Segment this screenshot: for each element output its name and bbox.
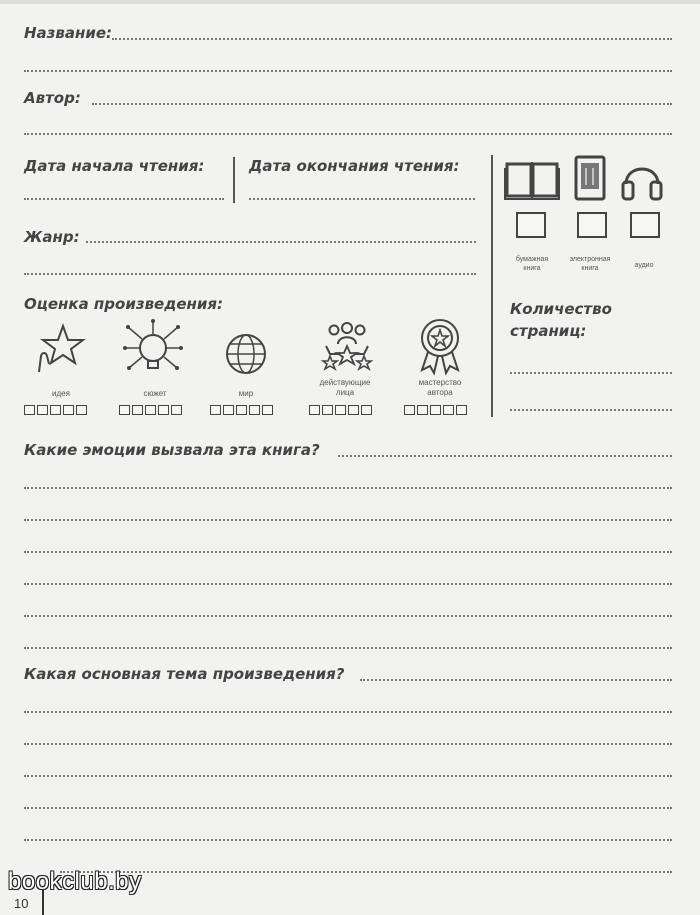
emotions-line-6[interactable] [24, 615, 672, 617]
theme-line-3[interactable] [24, 743, 672, 745]
genre-line-1[interactable] [86, 241, 476, 243]
emotions-line-7[interactable] [24, 647, 672, 649]
pages-line-1[interactable] [510, 372, 672, 374]
top-edge [0, 0, 700, 4]
ebook-icon [573, 154, 607, 202]
paper-book-caption: бумажная книга [515, 256, 549, 272]
audio-checkbox[interactable] [630, 212, 660, 238]
world-score-boxes[interactable] [210, 405, 273, 415]
page-number: 10 [14, 896, 29, 911]
pages-line-2[interactable] [510, 409, 672, 411]
paper-book-checkbox[interactable] [516, 212, 546, 238]
plot-score-boxes[interactable] [119, 405, 182, 415]
lightbulb-icon [120, 318, 186, 376]
genre-line-2[interactable] [24, 273, 476, 275]
emotions-line-2[interactable] [24, 487, 672, 489]
author-label: Автор: [24, 89, 81, 107]
emotions-line-5[interactable] [24, 583, 672, 585]
title-line-2[interactable] [24, 70, 672, 72]
emotions-line-1[interactable] [338, 455, 672, 457]
start-date-label: Дата начала чтения: [24, 157, 205, 175]
column-divider [491, 155, 493, 417]
theme-line-6[interactable] [24, 839, 672, 841]
idea-caption: идея [52, 389, 70, 398]
pages-label-line-2: страниц: [510, 322, 587, 340]
author-line-1[interactable] [92, 103, 672, 105]
ebook-checkbox[interactable] [577, 212, 607, 238]
characters-score-boxes[interactable] [309, 405, 372, 415]
audio-caption: аудио [634, 262, 654, 269]
idea-score-boxes[interactable] [24, 405, 87, 415]
author-line-2[interactable] [24, 133, 672, 135]
world-caption: мир [238, 389, 254, 398]
ebook-caption: электронная книга [569, 256, 611, 272]
emotions-question: Какие эмоции вызвала эта книга? [24, 441, 320, 459]
end-date-line[interactable] [249, 198, 475, 200]
book-icon [503, 156, 561, 202]
theme-line-4[interactable] [24, 775, 672, 777]
star-hand-icon [33, 322, 89, 376]
characters-caption: действующие лица [319, 378, 371, 397]
author-skill-score-boxes[interactable] [404, 405, 467, 415]
award-medal-icon [414, 316, 466, 376]
theme-question: Какая основная тема произведения? [24, 665, 345, 683]
theme-line-5[interactable] [24, 807, 672, 809]
emotions-line-4[interactable] [24, 551, 672, 553]
plot-caption: сюжет [143, 389, 167, 398]
date-divider [233, 157, 235, 203]
pages-label-line-1: Количество [510, 300, 612, 318]
author-skill-caption: мастерство автора [418, 378, 462, 397]
start-date-line[interactable] [24, 198, 224, 200]
theme-line-7[interactable] [60, 871, 672, 873]
end-date-label: Дата окончания чтения: [249, 157, 460, 175]
people-icon [318, 320, 376, 374]
theme-line-2[interactable] [24, 711, 672, 713]
theme-line-1[interactable] [360, 679, 672, 681]
title-line-1[interactable] [112, 38, 672, 40]
emotions-line-3[interactable] [24, 519, 672, 521]
headphones-icon [620, 154, 664, 202]
watermark-text: bookclub.by [8, 868, 142, 895]
genre-label: Жанр: [24, 228, 80, 246]
globe-icon [222, 332, 270, 376]
title-label: Название: [24, 24, 113, 42]
rating-label: Оценка произведения: [24, 295, 224, 313]
